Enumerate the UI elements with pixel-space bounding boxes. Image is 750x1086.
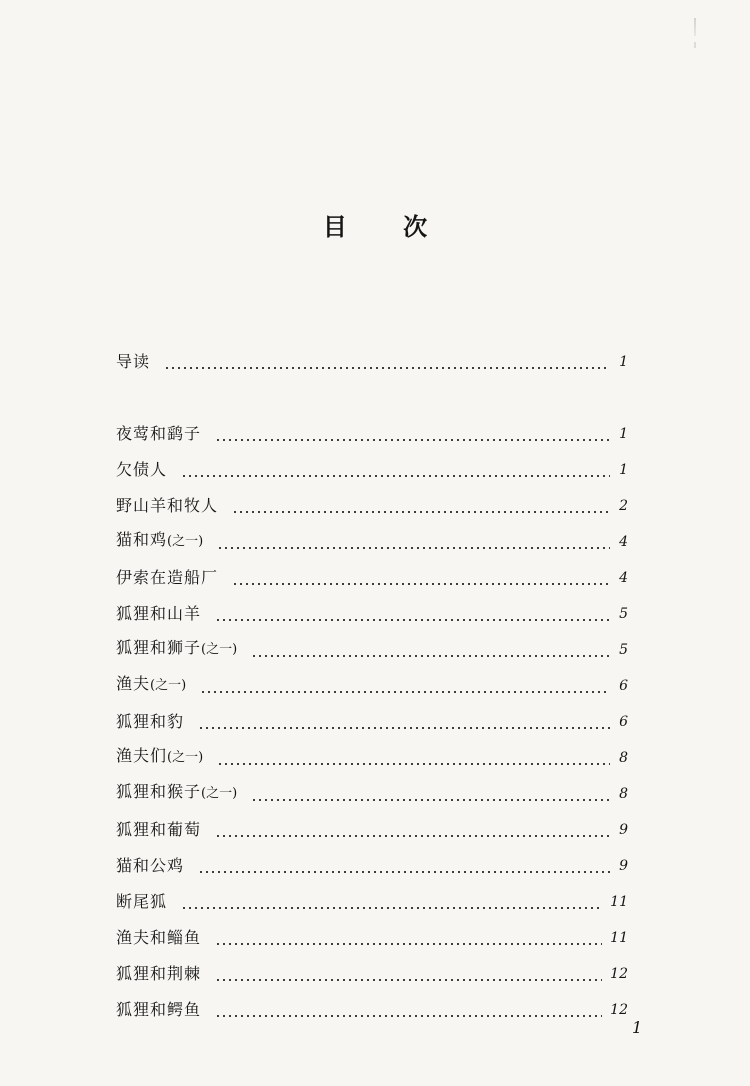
toc-entry[interactable] [116,780,628,808]
toc-entry-title [116,924,201,952]
toc-entry-title-text: 断尾狐 [116,892,168,911]
dot-leader [215,420,610,448]
toc-entry[interactable] [116,816,628,844]
toc-entry-title [116,526,203,556]
toc-entry-page-number: 9 [619,822,628,838]
dot-leader [215,816,610,844]
toc-entry-title-text: 渔夫和鲻鱼 [116,928,202,947]
toc-entry-title-text: 狐狸和葡萄 [116,820,202,839]
toc-entry-title [116,852,184,880]
toc-entry-title [116,816,201,844]
toc-entry-title [116,742,203,772]
toc-entry[interactable] [116,492,628,520]
toc-entry-subtitle: (之一) [167,750,204,765]
toc-entry[interactable] [116,636,628,664]
dot-leader [200,672,610,700]
toc-entry[interactable] [116,744,628,772]
toc-entry-subtitle: (之一) [150,678,187,693]
dot-leader [198,708,610,736]
toc-entry-title-text: 猫和公鸡 [116,856,185,875]
toc-entry[interactable] [116,960,628,988]
dot-leader [232,492,610,520]
dot-leader [215,600,610,628]
toc-entry-title [116,996,201,1024]
toc-entry-subtitle: (之一) [201,786,238,801]
toc-entry-title-text: 欠债人 [116,460,168,479]
toc-entry-title-text: 狐狸和山羊 [116,604,202,623]
dot-leader [251,780,610,808]
toc-entry-page-number: 12 [610,966,628,982]
dot-leader [198,852,610,880]
toc-entry-title-text: 夜莺和鹞子 [116,424,202,443]
toc-entry-title-text: 渔夫们 [116,746,168,765]
toc-entry-title-text: 猫和鸡 [116,530,168,549]
toc-entry-subtitle: (之一) [167,534,204,549]
toc-entry-title [116,670,186,700]
toc-entry[interactable] [116,672,628,700]
dot-leader [251,636,610,664]
dot-leader [217,744,610,772]
toc-entry-page-number: 4 [619,570,628,586]
scan-mark [694,18,696,36]
toc-entry[interactable] [116,888,628,916]
page-title: 目 次 [322,212,452,241]
dot-leader [215,960,602,988]
dot-leader [215,996,602,1024]
toc-entry-page-number: 8 [619,786,628,802]
page-number: 1 [632,1018,643,1037]
toc-entry-title-text: 伊索在造船厂 [116,568,219,587]
toc-entry-title [116,564,218,592]
toc-entry-title-text: 狐狸和豹 [116,712,185,731]
toc-entry[interactable] [116,528,628,556]
dot-leader [232,564,610,592]
dot-leader [164,348,610,376]
toc-entry-title-text: 狐狸和鳄鱼 [116,1000,202,1019]
toc-entry[interactable] [116,348,628,376]
toc-entry-title [116,600,201,628]
dot-leader [215,924,602,952]
toc-entry-page-number: 6 [619,678,628,694]
toc-entry-title [116,348,150,376]
toc-entry-page-number: 11 [610,930,628,946]
toc-entry-title-text: 狐狸和荆棘 [116,964,202,983]
toc-entry-title [116,456,167,484]
toc-entry[interactable] [116,600,628,628]
toc-entry-title [116,960,201,988]
toc-entry[interactable] [116,996,628,1024]
toc-entry-page-number: 5 [619,642,628,658]
toc-entry-title-text: 渔夫 [116,674,151,693]
toc-entry-page-number: 1 [619,426,628,442]
toc-entry-title-text: 野山羊和牧人 [116,496,219,515]
toc-entry-title [116,420,201,448]
toc-entry-title-text: 导读 [116,352,151,371]
toc-entry-page-number: 8 [619,750,628,766]
toc-entry-page-number: 1 [619,462,628,478]
toc-entry-page-number: 9 [619,858,628,874]
dot-leader [181,888,602,916]
toc-entry-page-number: 2 [619,498,628,514]
toc-entry-title [116,708,184,736]
toc-entry-title [116,492,218,520]
toc-entry-page-number: 1 [619,354,628,370]
toc-entry[interactable] [116,564,628,592]
toc-entry-title-text: 狐狸和猴子 [116,782,202,801]
toc-entry-page-number: 4 [619,534,628,550]
toc-entry-title-text: 狐狸和狮子 [116,638,202,657]
toc-entry-page-number: 12 [610,1002,628,1018]
toc-entry-page-number: 6 [619,714,628,730]
toc-entry-page-number: 11 [610,894,628,910]
toc-entry[interactable] [116,420,628,448]
dot-leader [217,528,610,556]
toc-entry-subtitle: (之一) [201,642,238,657]
toc-entry[interactable] [116,708,628,736]
toc-entry-page-number: 5 [619,606,628,622]
toc-entry-title [116,634,237,664]
toc-entry[interactable] [116,924,628,952]
toc-entry-title [116,888,167,916]
toc-entry-title [116,778,237,808]
toc-entry[interactable] [116,456,628,484]
scan-mark [694,42,696,48]
dot-leader [181,456,610,484]
toc-entry[interactable] [116,852,628,880]
